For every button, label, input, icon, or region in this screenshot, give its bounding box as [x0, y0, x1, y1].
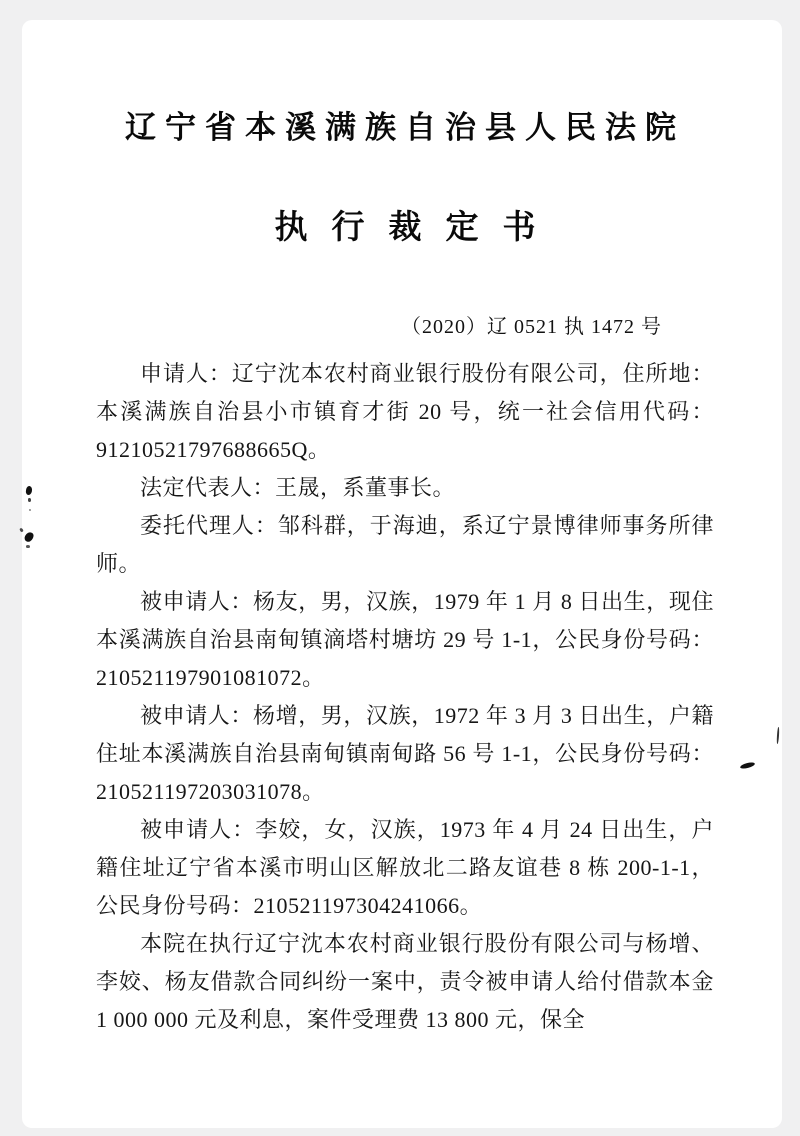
paragraph-legal-representative: 法定代表人：王晟，系董事长。 — [140, 475, 456, 500]
court-name-heading: 辽宁省本溪满族自治县人民法院 — [125, 110, 685, 145]
ink-speck — [28, 498, 31, 502]
document-body — [96, 355, 714, 1039]
paragraph-case-summary: 本院在执行辽宁沈本农村商业银行股份有限公司与杨增、李姣、杨友借款合同纠纷一案中，责令被申请人给付借款本金 1 000 000 元及利息，案件受理费 13 800 元，保全 — [96, 931, 714, 1032]
paragraph-respondent-1: 被申请人：杨友，男，汉族，1979 年 1 月 8 日出生，现住本溪满族自治县南甸镇滴塔村塘坊 29 号 1-1，公民身份号码：210521197901081072。 — [96, 589, 714, 690]
case-number: （2020）辽 0521 执 1472 号 — [401, 316, 662, 338]
paragraph-respondent-2: 被申请人：杨增，男，汉族，1972 年 3 月 3 日出生，户籍住址本溪满族自治县南甸镇南甸路 56 号 1-1，公民身份号码：210521197203031078。 — [96, 703, 714, 804]
document-page — [22, 20, 782, 1128]
paragraph-attorney: 委托代理人：邹科群，于海迪，系辽宁景博律师事务所律师。 — [96, 513, 714, 576]
document-title: 执行裁定书 — [274, 210, 560, 246]
ink-speck — [26, 545, 30, 548]
paragraph-respondent-3: 被申请人：李姣，女，汉族，1973 年 4 月 24 日出生，户籍住址辽宁省本溪市明山区解放北二路友谊巷 8 栋 200-1-1，公民身份号码：210521197304241066。 — [96, 817, 714, 918]
document-content — [22, 20, 782, 1128]
paragraph-applicant: 申请人：辽宁沈本农村商业银行股份有限公司，住所地：本溪满族自治县小市镇育才街 20 号，统一社会信用代码：91210521797688665Q。 — [96, 361, 714, 462]
ink-speck — [29, 509, 31, 511]
